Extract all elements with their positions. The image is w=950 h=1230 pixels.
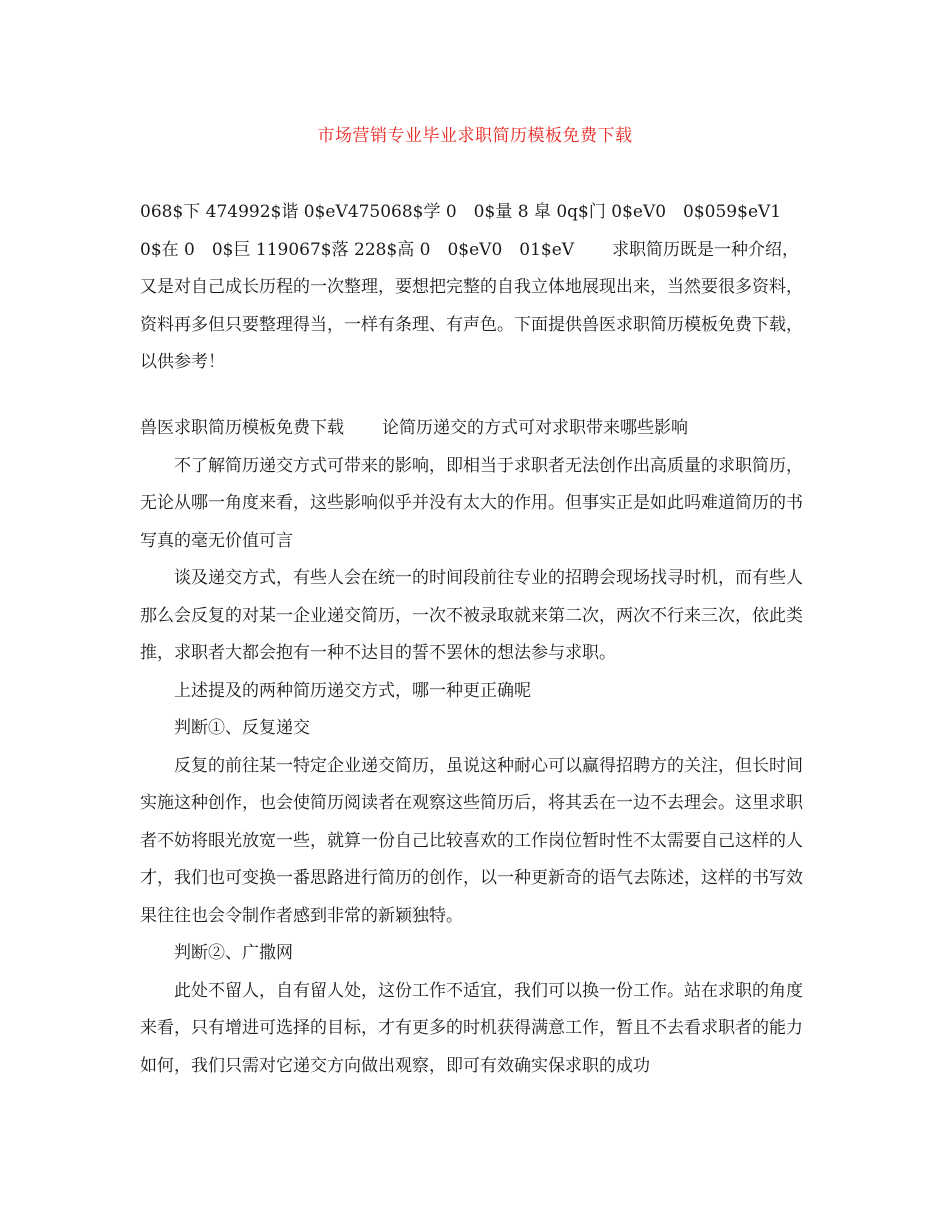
article-body bbox=[140, 410, 812, 1085]
section-subtitle: 论简历递交的方式可对求职带来哪些影响 bbox=[382, 418, 688, 438]
intro-lead-text: 求职简历既是一种介绍，又是对自己成长历程的一次整理，要想把完整的自我立体地展现出来，当然要很多资料，资料再多但只要整理得当，一样有条理、有声色。下面提供兽医求职简历模板免费下载，以供参考！ bbox=[140, 239, 803, 372]
paragraph: 上述提及的两种简历递交方式，哪一种更正确呢 bbox=[174, 680, 531, 701]
document-title: 市场营销专业毕业求职简历模板免费下载 bbox=[317, 126, 633, 146]
paragraph: 不了解简历递交方式可带来的影响，即相当于求职者无法创作出高质量的求职简历，无论从哪一角度来看，这些影响似乎并没有太大的作用。但事实正是如此吗难道简历的书写真的毫无价值可言 bbox=[140, 455, 803, 551]
intro-code-text: 068$下 474992$谐 0$eV475068$学 0 0$量 8 皐 0q$门 0$eV0 0$059$eV1 0$在 0 0$巨 119067$落 228$高 0 0$eV0 01$eV bbox=[140, 202, 799, 260]
paragraph: 谈及递交方式，有些人会在统一的时间段前往专业的招聘会现场找寻时机，而有些人那么会反复的对某一企业递交简历，一次不被录取就来第二次，两次不行来三次，依此类推，求职者大都会抱有一种不达目的誓不罢休的想法参与求职。 bbox=[140, 568, 803, 663]
section-label: 兽医求职简历模板免费下载 bbox=[140, 418, 344, 438]
section-heading bbox=[140, 410, 812, 448]
intro-block bbox=[140, 194, 812, 382]
paragraph-subheading: 判断①、反复递交 bbox=[174, 718, 310, 738]
paragraph: 反复的前往某一特定企业递交简历，虽说这种耐心可以赢得招聘方的关注，但长时间实施这种创作，也会使简历阅读者在观察这些简历后，将其丢在一边不去理会。这里求职者不妨将眼光放宽一些，就算一份自己比较喜欢的工作岗位暂时性不太需要自己这样的人才，我们也可变换一番思路进行简历的创作，以一种更新奇的语气去陈述，这样的书写效果往往也会令制作者感到非常的新颖独特。 bbox=[140, 755, 803, 926]
paragraph-subheading: 判断②、广撒网 bbox=[174, 943, 293, 963]
paragraph: 此处不留人，自有留人处，这份工作不适宜，我们可以换一份工作。站在求职的角度来看，只有增进可选择的目标，才有更多的时机获得满意工作，暂且不去看求职者的能力如何，我们只需对它递交方向做出观察，即可有效确实保求职的成功 bbox=[140, 980, 803, 1076]
